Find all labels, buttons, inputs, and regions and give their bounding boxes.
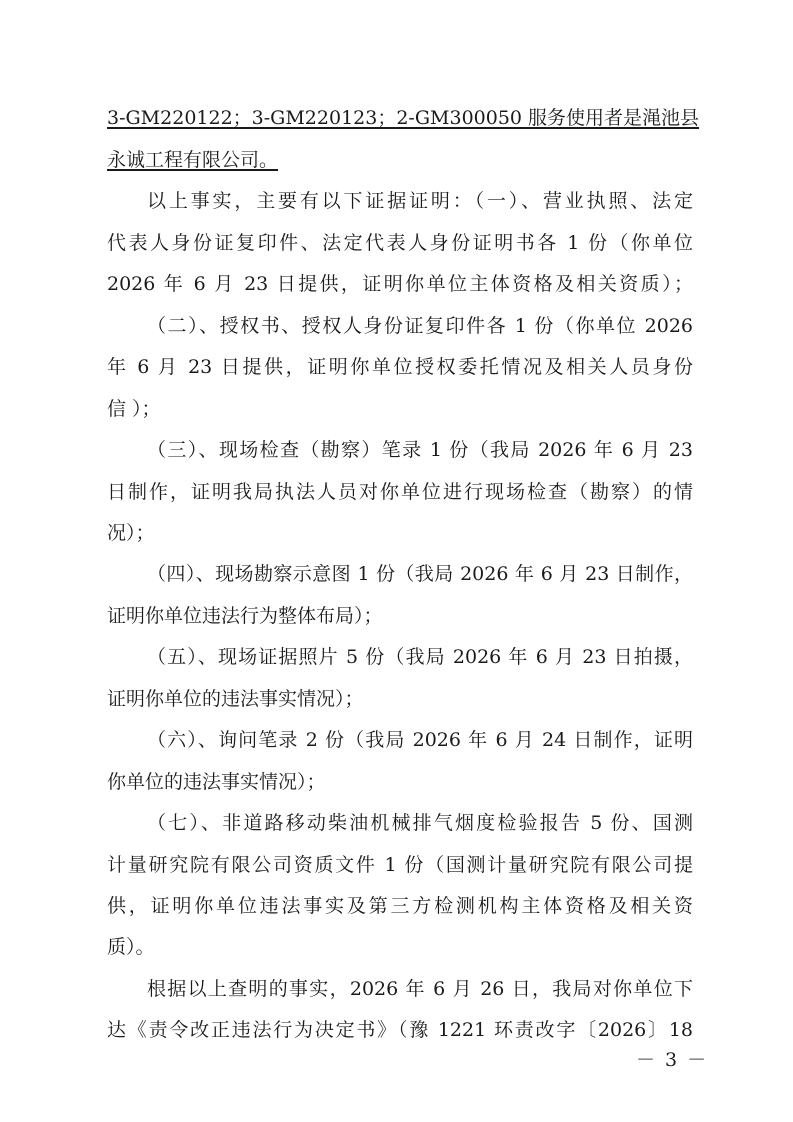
text-line-8: 信 ）； — [107, 398, 161, 420]
text-line-7: 年 6 月 23 日提供，证明你单位授权委托情况及相关人员身份 — [107, 356, 693, 378]
text-line-9: （三）、现场检查（勘察）笔录 1 份（我局 2026 年 6 月 23 — [147, 439, 693, 461]
text-line-23: 达《责令改正违法行为决定书》（豫 1221 环责改字〔2026〕18 — [107, 1019, 693, 1041]
text-line-17: 你单位的违法事实情况）； — [107, 771, 326, 793]
text-line-6: （二）、授权书、授权人身份证复印件各 1 份（你单位 2026 — [147, 315, 693, 337]
text-line-11: 况）； — [107, 522, 155, 544]
text-line-5: 2026 年 6 月 23 日提供，证明你单位主体资格及相关资质）； — [107, 273, 693, 295]
text-line-13: 证明你单位违法行为整体布局）； — [107, 605, 383, 627]
text-line-4: 代表人身份证复印件、法定代表人身份证明书各 1 份（你单位 — [107, 232, 693, 254]
text-line-12: （四）、现场勘察示意图 1 份（我局 2026 年 6 月 23 日制作， — [147, 563, 693, 585]
text-line-2: 永诚工程有限公司。 — [107, 149, 279, 171]
text-line-14: （五）、现场证据照片 5 份（我局 2026 年 6 月 23 日拍摄， — [147, 646, 693, 668]
text-line-1: 3-GM220122；3-GM220123；2-GM300050 服务使用者是渑池县 — [107, 107, 700, 129]
text-line-20: 供，证明你单位违法事实及第三方检测机构主体资格及相关资 — [107, 895, 693, 917]
text-line-18: （七）、非道路移动柴油机械排气烟度检验报告 5 份、国测 — [147, 812, 693, 834]
text-line-15: 证明你单位的违法事实情况）； — [107, 688, 364, 710]
text-line-16: （六）、询问笔录 2 份（我局 2026 年 6 月 24 日制作，证明 — [147, 729, 693, 751]
text-line-3: 以上事实，主要有以下证据证明：（一）、营业执照、法定 — [147, 190, 693, 212]
text-line-22: 根据以上查明的事实，2026 年 6 月 26 日，我局对你单位下 — [147, 978, 693, 1000]
text-line-21: 质）。 — [107, 936, 155, 958]
page-number: － 3 － — [636, 1049, 709, 1071]
text-line-10: 日制作，证明我局执法人员对你单位进行现场检查（勘察）的情 — [107, 481, 693, 503]
text-line-19: 计量研究院有限公司资质文件 1 份（国测计量研究院有限公司提 — [107, 854, 693, 876]
